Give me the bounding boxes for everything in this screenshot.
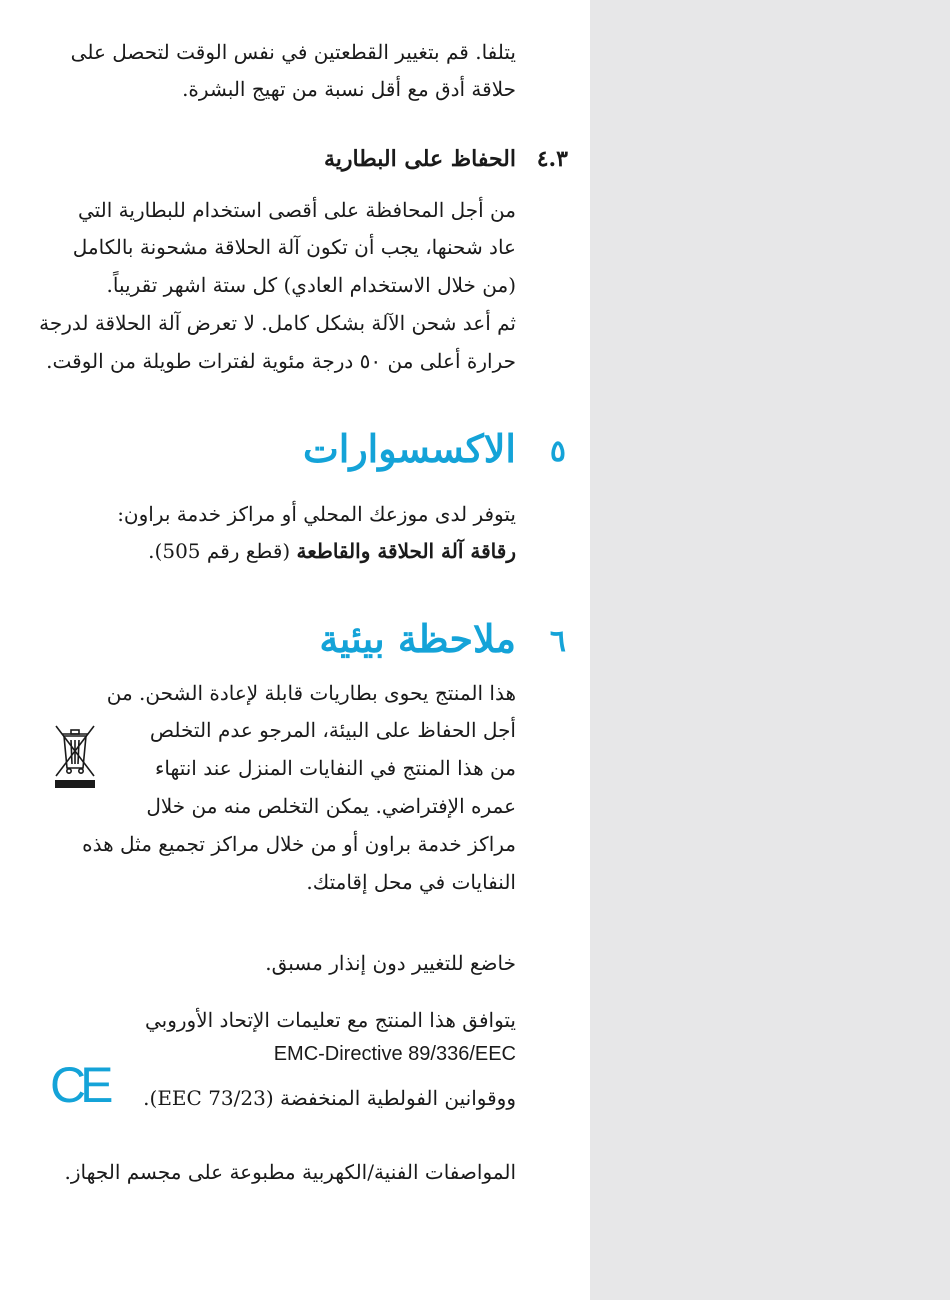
side-band — [590, 0, 950, 1300]
section-4-3-number: ٤.٣ — [536, 146, 568, 172]
intro-line-2: حلاقة أدق مع أقل نسبة من تهيج البشرة. — [182, 77, 516, 101]
section-5-line-1: يتوفر لدى موزعك المحلي أو مراكز خدمة براون: — [117, 502, 516, 526]
section-4-3-title: الحفاظ على البطارية — [323, 146, 516, 172]
accessory-part-name: رقاقة آلة الحلاقة والقاطعة — [296, 539, 516, 563]
compliance-directive: EMC-Directive 89/336/EEC — [273, 1043, 516, 1065]
ce-mark-logo: CE — [50, 1057, 108, 1113]
compliance-line-3: ووقوانين الفولطية المنخفضة (73/23 EEC). — [143, 1086, 516, 1110]
section-6-line-3: من هذا المنتج في النفايات المنزل عند انتهاء — [154, 756, 516, 780]
section-6-line-1: هذا المنتج يحوى بطاريات قابلة لإعادة الشحن. من — [106, 681, 516, 705]
section-5-line-2 — [148, 533, 516, 570]
section-6-line-6: النفايات في محل إقامتك. — [306, 870, 516, 894]
section-4-3-line-2: عاد شحنها، يجب أن تكون آلة الحلاقة مشحونة بالكامل — [72, 235, 516, 259]
section-5-number: ٥ — [549, 434, 566, 469]
section-4-3-line-1: من أجل المحافظة على أقصى استخدام للبطارية التي — [77, 198, 516, 222]
specs-note: المواصفات الفنية/الكهربية مطبوعة على مجسم الجهاز. — [64, 1160, 516, 1184]
section-4-3-line-5: حرارة أعلى من ٥٠ درجة مئوية لفترات طويلة من الوقت. — [46, 349, 516, 373]
section-4-3-line-4: ثم أعد شحن الآلة بشكل كامل. لا تعرض آلة الحلاقة لدرجة — [39, 311, 516, 335]
section-6-title: ملاحظة بيئية — [319, 616, 516, 661]
crossed-bin-icon — [52, 722, 98, 792]
section-6-line-2: أجل الحفاظ على البيئة، المرجو عدم التخلص — [149, 718, 516, 742]
compliance-line-1: يتوافق هذا المنتج مع تعليمات الإتحاد الأوروبي — [145, 1008, 516, 1032]
section-6-number: ٦ — [549, 624, 566, 659]
intro-line-1: يتلفا. قم بتغيير القطعتين في نفس الوقت لتحصل على — [70, 40, 516, 64]
section-6-line-5: مراكز خدمة براون أو من خلال مراكز تجميع مثل هذه — [82, 832, 516, 856]
accessory-part-number: (قطع رقم 505). — [148, 539, 297, 563]
change-notice: خاضع للتغيير دون إنذار مسبق. — [265, 951, 516, 975]
section-5-title: الاكسسوارات — [303, 426, 516, 471]
section-6-line-4: عمره الإفتراضي. يمكن التخلص منه من خلال — [146, 794, 516, 818]
section-4-3-line-3: (من خلال الاستخدام العادي) كل ستة اشهر تقريباً. — [106, 273, 516, 297]
